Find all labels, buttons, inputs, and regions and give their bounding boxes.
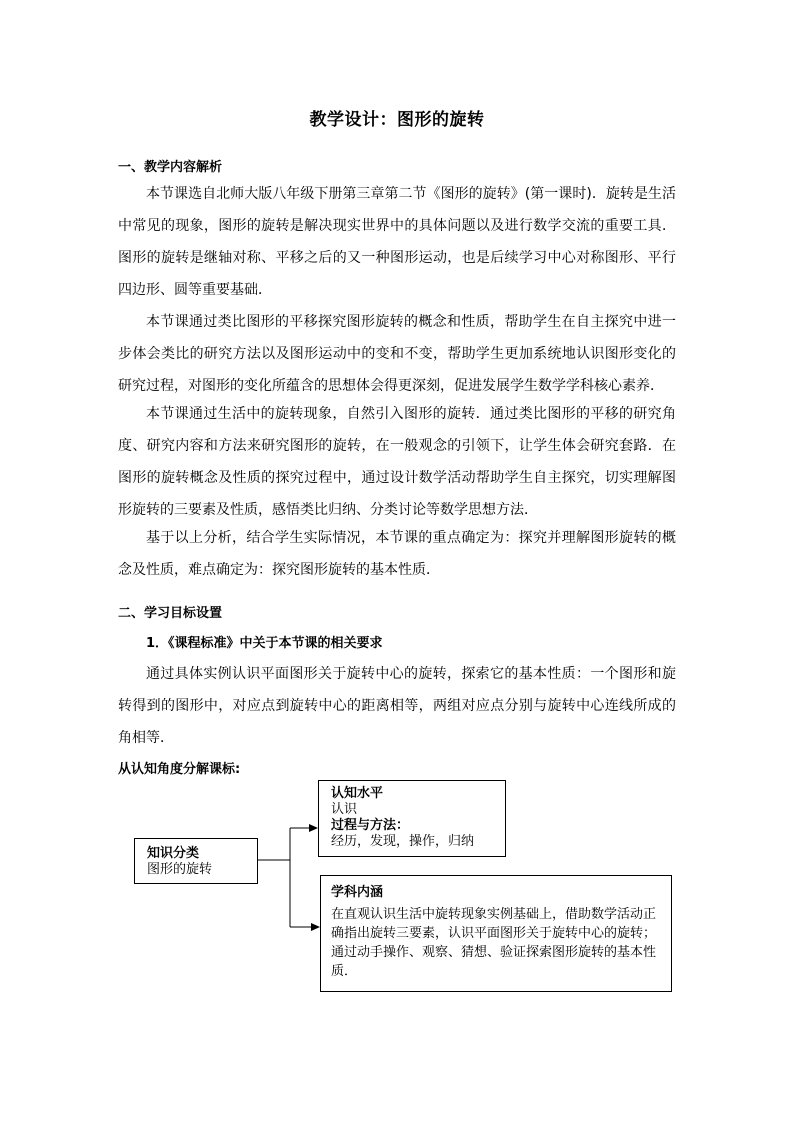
arrow-right-icon: [311, 923, 320, 931]
cognitive-level-title: 认知水平: [331, 786, 384, 801]
arrow-right-icon: [309, 824, 318, 832]
cognitive-level-box: [318, 780, 506, 857]
diagram-lead: 从认知角度分解课标:: [118, 762, 241, 777]
section1-heading: 一、教学内容解析: [118, 160, 223, 175]
section1-paragraph-1: 本节课选自北师大版八年级下册第三章第二节《图形的旋转》(第一课时)．旋转是生活中常见的现象，图形的旋转是解决现实世界中的具体问题以及进行数学交流的重要工具．图形的旋转是继轴对称、平移之后的又一种图形运动，也是后续学习中心对称图形、平行四边形、圆等重要基础．: [118, 186, 676, 298]
process-method-text: 经历，发现，操作，归纳: [331, 834, 475, 849]
section2-subheading: 1．《课程标准》中关于本节课的相关要求: [146, 636, 383, 651]
subject-connotation-title: 学科内涵: [331, 885, 384, 900]
subject-connotation-text: 在直观认识生活中旋转现象实例基础上，借助数学活动正确指出旋转三要素，认识平面图形关于旋转中心的旋转；通过动手操作、观察、猜想、验证探索图形旋转的基本性质．: [331, 907, 657, 979]
section1-paragraph-3: 本节课通过生活中的旋转现象，自然引入图形的旋转．通过类比图形的平移的研究角度、研究内容和方法来研究图形的旋转，在一般观念的引领下，让学生体会研究套路．在图形的旋转概念及性质的探究过程中，通过设计数学活动帮助学生自主探究，切实理解图形旋转的三要素及性质，感悟类比归纳、分类讨论等数学思想方法．: [118, 406, 676, 518]
section2-heading: 二、学习目标设置: [118, 606, 223, 621]
section1-paragraph-2: 本节课通过类比图形的平移探究图形旋转的概念和性质，帮助学生在自主探究中进一步体会类比的研究方法以及图形运动中的变和不变，帮助学生更加系统地认识图形变化的研究过程，对图形的变化所蕴含的思想体会得更深刻，促进发展学生数学学科核心素养．: [118, 314, 676, 394]
cognitive-level-text: 认识: [331, 802, 358, 817]
document-title: 教学设计：图形的旋转: [309, 110, 485, 130]
knowledge-category-title: 知识分类: [147, 846, 200, 861]
section2-paragraph: 通过具体实例认识平面图形关于旋转中心的旋转，探索它的基本性质：一个图形和旋转得到的图形中，对应点到旋转中心的距离相等，两组对应点分别与旋转中心连线所成的角相等．: [118, 666, 676, 746]
section1-paragraph-4: 基于以上分析，结合学生实际情况，本节课的重点确定为：探究并理解图形旋转的概念及性质，难点确定为：探究图形旋转的基本性质．: [118, 530, 676, 578]
process-method-title: 过程与方法：: [331, 818, 410, 833]
subject-connotation-box: [320, 875, 672, 992]
knowledge-category-text: 图形的旋转: [147, 862, 213, 877]
knowledge-category-box: [134, 838, 258, 884]
